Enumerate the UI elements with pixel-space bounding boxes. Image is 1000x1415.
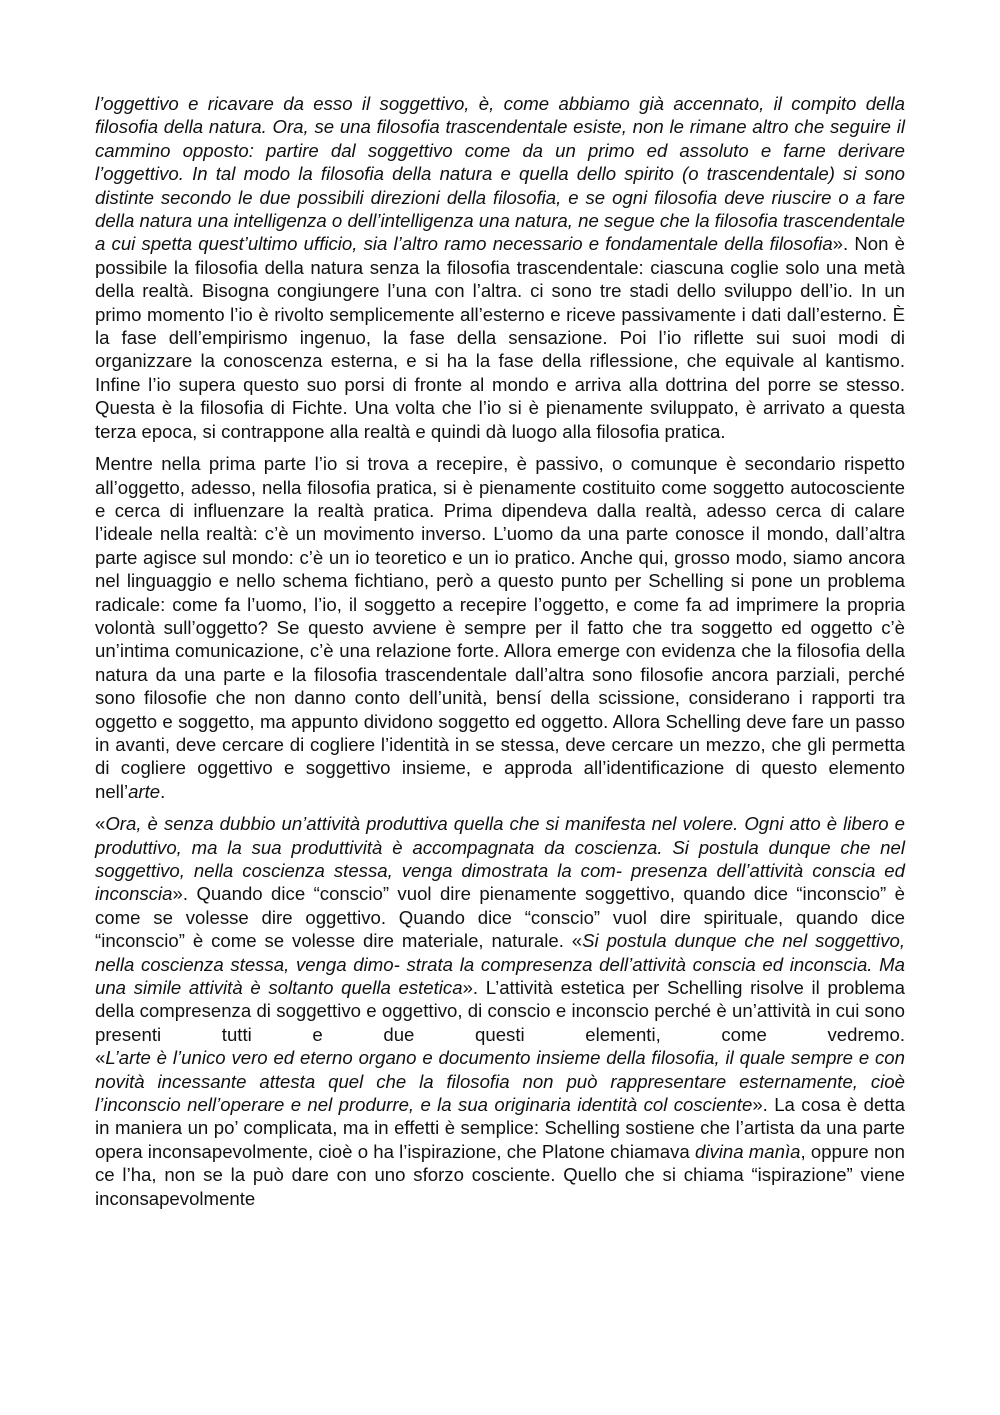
paragraph-3 [95,812,905,1046]
body-text: ». Non è possibile la filosofia della natura senza la filosofia trascendentale: ciascuna coglie solo una metà della realtà. Bisogna congiungere l’una con l’altra. ci sono tre stadi dello sviluppo dell’io. In un primo momento l’io è rivolto semplicemente all’esterno e riceve passivamente i dati dall’esterno. È la fase dell’empirismo ingenuo, la fase della sensazione. Poi l’io riflette sui suoi modi di organizzare la conoscenza esterna, e si ha la fase della riflessione, che equivale al kantismo. Infine l’io supera questo suo porsi di fronte al mondo e arriva alla dottrina del porre se stesso. Questa è la filosofia di Fichte. Una volta che l’io si è pienamente sviluppato, è arrivato a questa terza epoca, si contrappone alla realtà e quindi dà luogo alla filosofia pratica. [95,233,905,442]
emphasis-text: divina manìa [694,1140,801,1162]
emphasis-text: arte [128,780,161,802]
body-text: ». La cosa è detta in maniera un po’ complicata, ma in effetti è semplice: Schelling sostiene che l’artista da una parte opera inconsapevolmente, cioè o ha l’ispirazione, che Platone chiamava [95,1094,906,1162]
quote-text: l’oggettivo e ricavare da esso il soggettivo, è, come abbiamo già accennato, il compito della filosofia della natura. Ora, se una filosofia trascendentale esiste, non le rimane altro che seguire il cammino opposto: partire dal soggettivo come da un primo ed assoluto e farne derivare l’oggettivo. In tal modo la filosofia della natura e quella dello spirito (o trascendentale) si sono distinte secondo le due possibili direzioni della filosofia, e se ogni filosofia deve riuscire o a fare della natura una intelligenza o dell’intelligenza una natura, ne segue che la filosofia trascendentale a cui spetta quest’ultimo ufficio, sia l’altro ramo necessario e fondamentale della filosofia [95,93,905,255]
quote-text: Si postula dunque che nel soggettivo, nella coscienza stessa, venga dimo- strata la compresenza dell’attività conscia ed inconscia. Ma una simile attività è soltanto quella estetica [95,930,905,999]
paragraph-4 [95,1046,905,1210]
paragraph-2 [95,452,905,803]
paragraph-1 [95,92,905,443]
body-text: ». L’attività estetica per Schelling risolve il problema della compresenza di soggettivo e oggettivo, di conscio e inconscio perché è un’attività in cui sono presenti tutti e due questi elementi, come vedremo. [95,977,905,1045]
body-text: . [160,780,166,802]
body-text: , oppure non ce l’ha, non se la può dare con uno sforzo cosciente. Quello che si chiama “ispirazione” viene inconsapevolmente [95,1140,905,1209]
body-text: « [95,1047,106,1069]
body-text: ». Quando dice “conscio” vuol dire pienamente soggettivo, quando dice “inconscio” è come se volesse dire oggettivo. Quando dice “conscio” vuol dire spirituale, quando dice “inconscio” è come se volesse dire materiale, naturale. « [95,883,905,952]
body-text: Mentre nella prima parte l’io si trova a recepire, è passivo, o comunque è secondario rispetto all’oggetto, adesso, nella filosofia pratica, si è pienamente costituito come soggetto autocosciente e cerca di influenzare la realtà pratica. Prima dipendeva dalla realtà, adesso cerca di calare l’ideale nella realtà: c’è un movimento inverso. L’uomo da una parte conosce il mondo, dall’altra parte agisce sul mondo: c’è un io teoretico e un io pratico. Anche qui, grosso modo, siamo ancora nel linguaggio e nello schema fichtiano, però a questo punto per Schelling si pone un problema radicale: come fa l’uomo, l’io, il soggetto a recepire l’oggetto, e come fa ad imprimere la propria volontà sull’oggetto? Se questo avviene è sempre per il fatto che tra soggetto ed oggetto c’è un’intima comunicazione, c’è una relazione forte. Allora emerge con evidenza che la filosofia della natura da una parte e la filosofia trascendentale dall’altra sono filosofie ancora parziali, perché sono filosofie che non danno conto dell’unità, bensí della scissione, considerano i rapporti tra oggetto e soggetto, ma appunto dividono soggetto ed oggetto. Allora Schelling deve fare un passo in avanti, deve cercare di cogliere l’identità in se stessa, deve cercare un mezzo, che gli permetta di cogliere oggettivo e soggettivo insieme, e approda all’identificazione di questo elemento nell’ [95,453,905,802]
body-text: « [95,813,106,835]
quote-text: L’arte è l’unico vero ed eterno organo e documento insieme della filosofia, il quale sempre e con novità incessante attesta quel che la filosofia non può rappresentare esternamente, cioè l’inconscio nell’operare e nel produrre, e la sua originaria identità col cosciente [95,1047,905,1116]
quote-text: Ora, è senza dubbio un’attività produttiva quella che si manifesta nel volere. Ogni atto è libero e produttivo, ma la sua produttività è accompagnata da coscienza. Si postula dunque che nel soggettivo, nella coscienza stessa, venga dimostrata la com- presenza dell’attività conscia ed inconscia [95,813,905,905]
document-page [95,92,905,1210]
